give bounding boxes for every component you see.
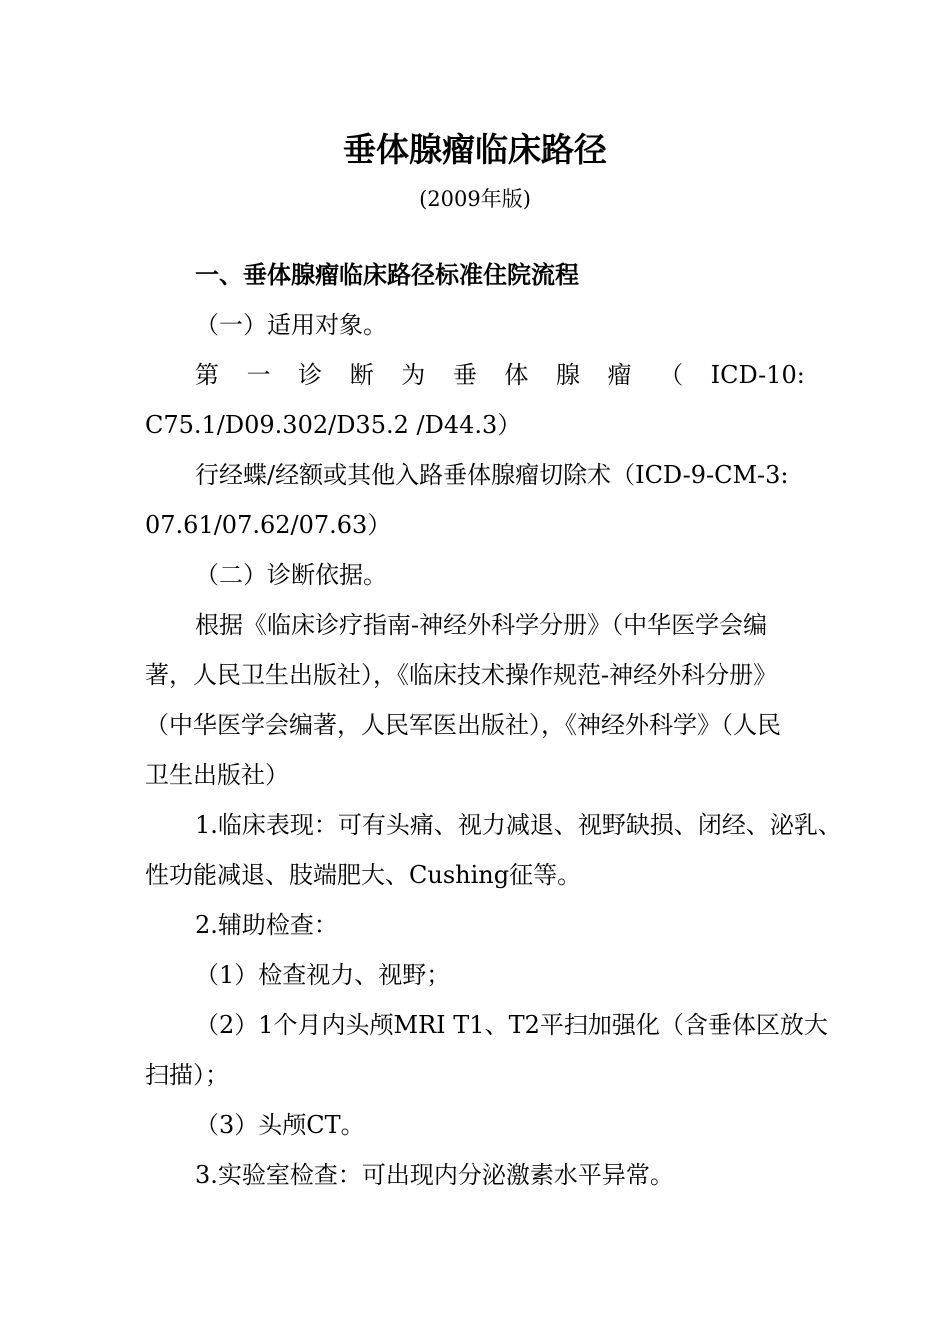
diag-code-label: ICD-10:	[710, 361, 805, 389]
diag-char: 腺	[555, 361, 580, 389]
document-edition: (2009年版)	[419, 187, 531, 211]
diagnosis-line-1	[145, 350, 805, 400]
surgery-line-1: 行经蝶/经额或其他入路垂体腺瘤切除术（ICD-9-CM-3:	[195, 461, 789, 489]
section-heading: 一、垂体腺瘤临床路径标准住院流程	[195, 261, 579, 289]
diag-char: 一	[246, 361, 271, 389]
diag-char: 诊	[298, 361, 323, 389]
surgery-line-2: 07.61/07.62/07.63）	[145, 511, 392, 539]
diag-char: 断	[349, 361, 374, 389]
document-title: 垂体腺瘤临床路径	[343, 130, 607, 169]
lab-exam-line: 3.实验室检查：可出现内分泌激素水平异常。	[195, 1161, 674, 1189]
diag-char: 瘤	[607, 361, 632, 389]
diag-char: （	[659, 361, 684, 389]
document-body	[145, 250, 842, 1200]
subsection-heading-diagnosis-basis: （二）诊断依据。	[195, 561, 387, 589]
diag-char: 体	[504, 361, 529, 389]
subsection-heading-applicable: （一）适用对象。	[195, 311, 387, 339]
diagnosis-line-2: C75.1/D09.302/D35.2 /D44.3）	[145, 411, 522, 439]
basis-line-3: （中华医学会编著，人民军医出版社），《神经外科学》（人民	[145, 711, 781, 739]
diag-char: 为	[401, 361, 426, 389]
aux-exam-item-1: （1）检查视力、视野；	[195, 961, 451, 989]
basis-line-4: 卫生出版社）	[145, 761, 289, 789]
diag-char: 第	[195, 361, 219, 389]
basis-line-1: 根据《临床诊疗指南-神经外科学分册》（中华医学会编	[195, 611, 768, 639]
aux-exam-heading: 2.辅助检查：	[195, 911, 338, 939]
aux-exam-item-2-line-2: 扫描）；	[145, 1061, 229, 1089]
basis-line-2: 著，人民卫生出版社），《临床技术操作规范-神经外科分册》	[145, 661, 778, 689]
clinical-line-2: 性功能减退、肢端肥大、Cushing征等。	[145, 861, 582, 889]
aux-exam-item-2-line-1: （2）1个月内头颅MRI T1、T2平扫加强化（含垂体区放大	[195, 1011, 828, 1039]
diag-char: 垂	[452, 361, 477, 389]
clinical-line-1: 1.临床表现：可有头痛、视力减退、视野缺损、闭经、泌乳、	[195, 811, 842, 839]
aux-exam-item-3: （3）头颅CT。	[195, 1111, 365, 1139]
